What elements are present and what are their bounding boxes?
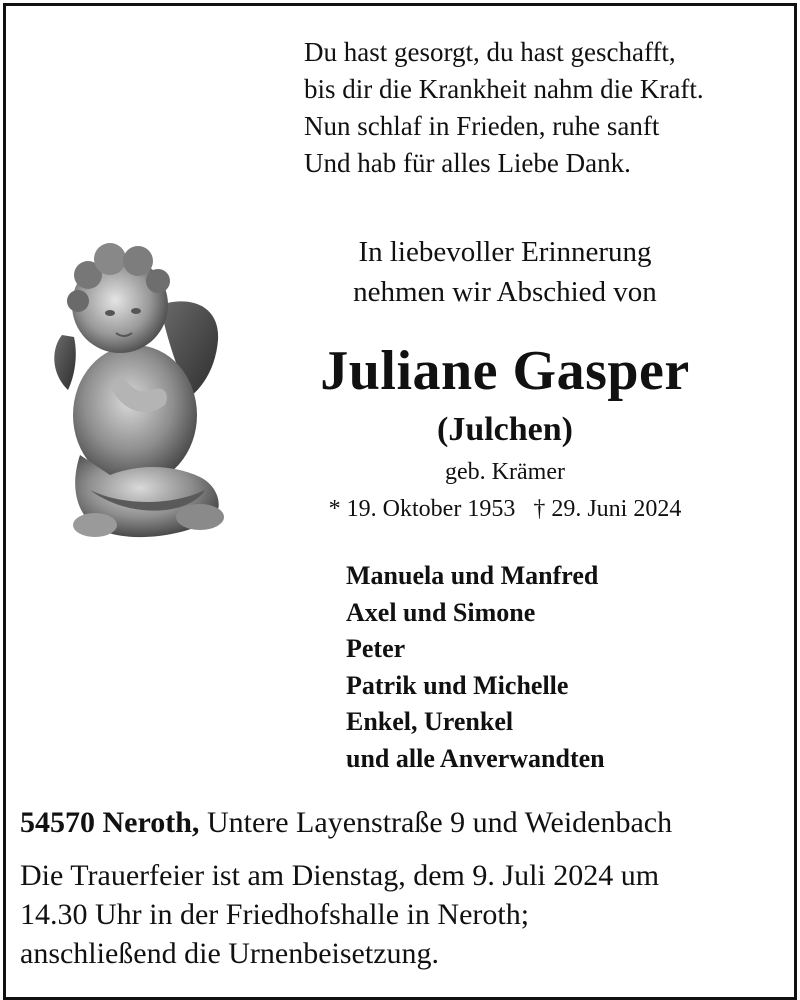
wing-left [54, 335, 76, 390]
service-info [20, 856, 790, 973]
poem [304, 34, 704, 182]
deceased-nickname: (Julchen) [437, 411, 573, 448]
poem-line: Und hab für alles Liebe Dank. [304, 148, 631, 178]
service-line: anschließend die Urnenbeisetzung. [20, 937, 440, 970]
mourner: und alle Anverwandten [346, 743, 605, 773]
angel-statue-icon [40, 225, 240, 555]
mourner: Axel und Simone [346, 597, 536, 627]
address-city: 54570 Neroth, [20, 806, 200, 839]
deceased-name: Juliane Gasper [320, 340, 690, 402]
mourner: Peter [346, 634, 406, 663]
intro-line: nehmen wir Abschied von [353, 276, 657, 308]
birth-name: geb. Krämer [445, 459, 565, 485]
address-street: Untere Layenstraße 9 und Weidenbach [199, 806, 673, 839]
service-line: Die Trauerfeier ist am Dienstag, dem 9. Juli 2024 um [20, 859, 660, 892]
poem-line: Du hast gesorgt, du hast geschafft, [304, 37, 676, 67]
life-dates: * 19. Oktober 1953 † 29. Juni 2024 [328, 496, 682, 522]
service-line: 14.30 Uhr in der Friedhofshalle in Neroth; [20, 898, 530, 931]
poem-line: bis dir die Krankheit nahm die Kraft. [304, 74, 704, 104]
address [20, 803, 672, 843]
intro-text [262, 232, 748, 312]
intro-line: In liebevoller Erinnerung [358, 236, 652, 268]
mourner: Patrik und Michelle [346, 670, 569, 700]
mourner: Enkel, Urenkel [346, 707, 514, 736]
mourner: Manuela und Manfred [346, 561, 599, 590]
mourners-list [346, 558, 605, 777]
poem-line: Nun schlaf in Frieden, ruhe sanft [304, 111, 660, 141]
